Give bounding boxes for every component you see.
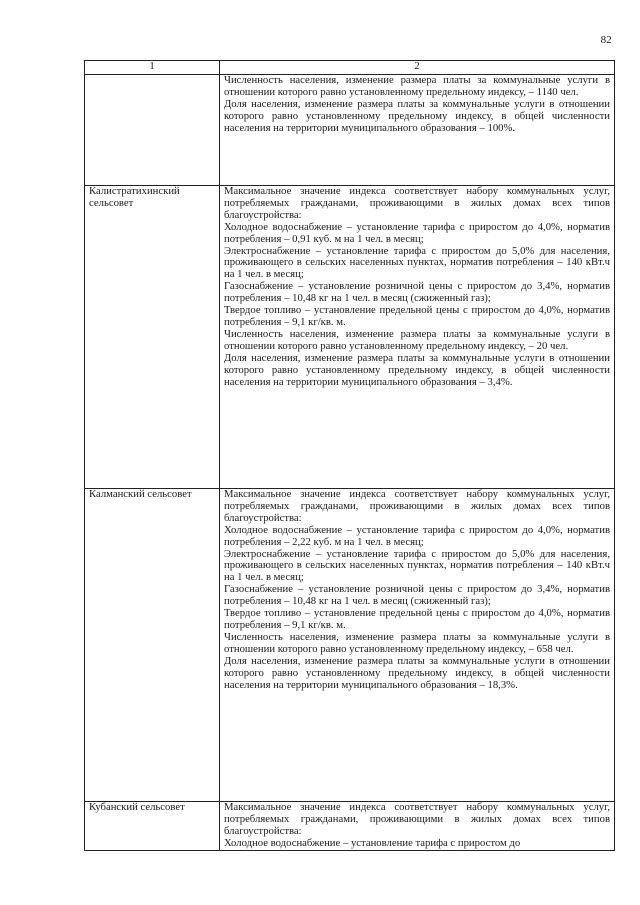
paragraph: Газоснабжение – установление розничной цены с приростом до 3,4%, норматив потребления – 10,48 кг на 1 чел. в месяц (сжиженный газ); [224,583,610,608]
table-row [85,489,615,802]
description-cell [220,75,615,186]
table-header-row [85,61,615,75]
municipality-name: Калманский сельсовет [85,489,220,802]
paragraph: Газоснабжение – установление розничной цены с приростом до 3,4%, норматив потребления – 10,48 кг на 1 чел. в месяц (сжиженный газ); [224,280,610,305]
description-cell [220,186,615,489]
paragraph: Численность населения, изменение размера платы за коммунальные услуги в отношении которого равно установленному предельному индексу, – 1140 чел. [224,74,610,98]
paragraph: Максимальное значение индекса соответствует набору коммунальных услуг, потребляемых гражданами, проживающими в жилых домах всех типов благоустройства: [224,802,610,837]
paragraph: Холодное водоснабжение – установление тарифа с приростом до 4,0%, норматив потребления – 0,91 куб. м на 1 чел. в месяц; [224,220,610,245]
paragraph: Электроснабжение – установление тарифа с приростом до 5,0% для населения, проживающего в сельских населенных пунктах, норматив потребления – 140 кВт.ч на 1 чел. в месяц; [224,244,610,281]
table-row [85,75,615,186]
paragraph: Твердое топливо – установление предельной цены с приростом до 4,0%, норматив потребления – 9,1 кг/кв. м. [224,304,610,328]
paragraph: Численность населения, изменение размера платы за коммунальные услуги в отношении которого равно установленному предельному индексу, – 658 чел. [224,630,610,655]
paragraph: Максимальное значение индекса соответствует набору коммунальных услуг, потребляемых гражданами, проживающими в жилых домах всех типов благоустройства: [224,185,610,221]
description-cell [220,489,615,802]
paragraph: Доля населения, изменение размера платы за коммунальные услуги в отношении которого равно установленному предельному индексу, в общей численности населения на территории муниципального образования – 3,4%. [224,351,610,388]
paragraph: Холодное водоснабжение – установление тарифа с приростом до [224,836,521,849]
paragraph: Твердое топливо – установление предельной цены с приростом до 4,0%, норматив потребления – 9,1 кг/кв. м. [224,607,610,631]
paragraph: Холодное водоснабжение – установление тарифа с приростом до 4,0%, норматив потребления – 2,22 куб. м на 1 чел. в месяц; [224,523,610,548]
table-row [85,802,615,851]
paragraph: Доля населения, изменение размера платы за коммунальные услуги в отношении которого равно установленному предельному индексу, в общей численности населения на территории муниципального образования – 18,3%. [224,654,610,691]
paragraph: Доля населения, изменение размера платы за коммунальные услуги в отношении которого равно установленному предельному индексу, в общей численности населения на территории муниципального образования – 100%. [224,97,610,134]
description-cell [220,802,615,851]
data-table [84,60,615,851]
paragraph: Численность населения, изменение размера платы за коммунальные услуги в отношении которого равно установленному предельному индексу, – 20 чел. [224,327,610,352]
municipality-name: Кубанский сельсовет [85,802,220,851]
table-row [85,186,615,489]
paragraph: Электроснабжение – установление тарифа с приростом до 5,0% для населения, проживающего в сельских населенных пунктах, норматив потребления – 140 кВт.ч на 1 чел. в месяц; [224,547,610,584]
page-number: 82 [600,34,612,46]
column-header: 2 [220,61,615,75]
municipality-name [85,75,220,186]
municipality-name: Калистратихинский сельсовет [85,186,220,489]
cell-content [224,802,610,850]
paragraph: Максимальное значение индекса соответствует набору коммунальных услуг, потребляемых гражданами, проживающими в жилых домах всех типов благоустройства: [224,488,610,524]
column-header: 1 [85,61,220,75]
